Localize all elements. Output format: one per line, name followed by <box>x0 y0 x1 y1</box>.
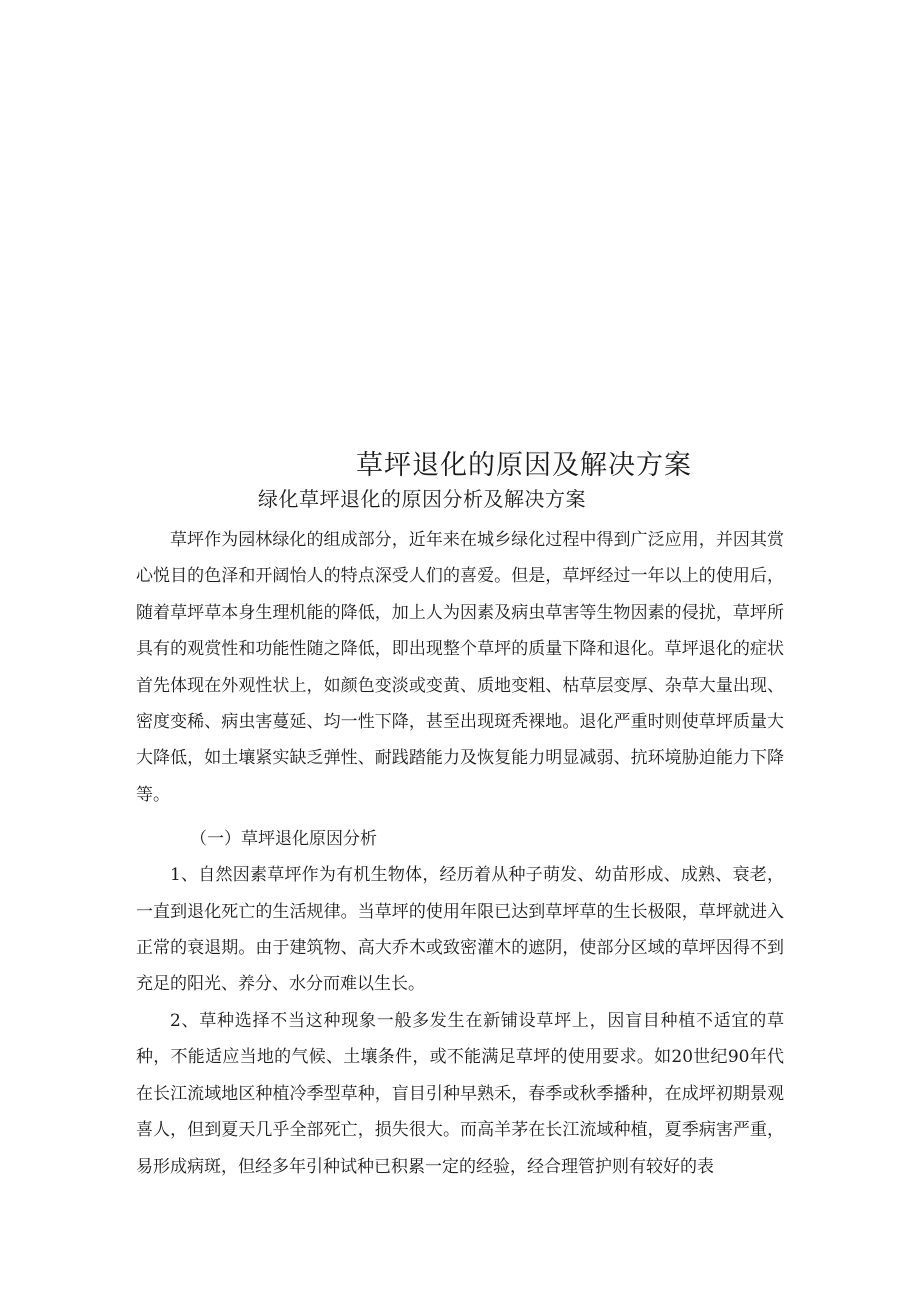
document-body <box>136 522 784 1185</box>
section-heading: （一）草坪退化原因分析 <box>190 829 377 850</box>
document-subtitle: 绿化草坪退化的原因分析及解决方案 <box>258 487 586 511</box>
document-title: 草坪退化的原因及解决方案 <box>356 450 692 481</box>
intro-paragraph: 草坪作为园林绿化的组成部分，近年来在城乡绿化过程中得到广泛应用，并因其赏心悦目的色泽和开阔怡人的特点深受人们的喜爱。但是，草坪经过一年以上的使用后，随着草坪草本身生理机能的降低，加上人为因素及病虫草害等生物因素的侵扰，草坪所具有的观赏性和功能性随之降低，即出现整个草坪的质量下降和退化。草坪退化的症状首先体现在外观性状上，如颜色变淡或变黄、质地变粗、枯草层变厚、杂草大量出现、密度变稀、病虫害蔓延、均一性下降，甚至出现斑秃裸地。退化严重时则使草坪质量大大降低，如土壤紧实缺乏弹性、耐践踏能力及恢复能力明显减弱、抗环境胁迫能力下降等。 <box>136 530 784 805</box>
point-paragraph-1: 1、自然因素草坪作为有机生物体，经历着从种子萌发、幼苗形成、成熟、衰老，一直到退化死亡的生活规律。当草坪的使用年限已达到草坪草的生长极限，草坪就进入正常的衰退期。由于建筑物、高大乔木或致密灌木的遮阴，使部分区域的草坪因得不到充足的阳光、养分、水分而难以生长。 <box>136 865 784 995</box>
point-paragraph-2: 2、草种选择不当这种现象一般多发生在新铺设草坪上，因盲目种植不适宜的草种，不能适应当地的气候、土壤条件，或不能满足草坪的使用要求。如20世纪90年代在长江流域地区种植冷季型草种，盲目引种早熟禾，春季或秋季播种，在成坪初期景观喜人，但到夏天几乎全部死亡，损失很大。而高羊茅在长江流域种植，夏季病害严重，易形成病斑，但经多年引种试种已积累一定的经验，经合理管护则有较好的表 <box>136 1010 784 1177</box>
